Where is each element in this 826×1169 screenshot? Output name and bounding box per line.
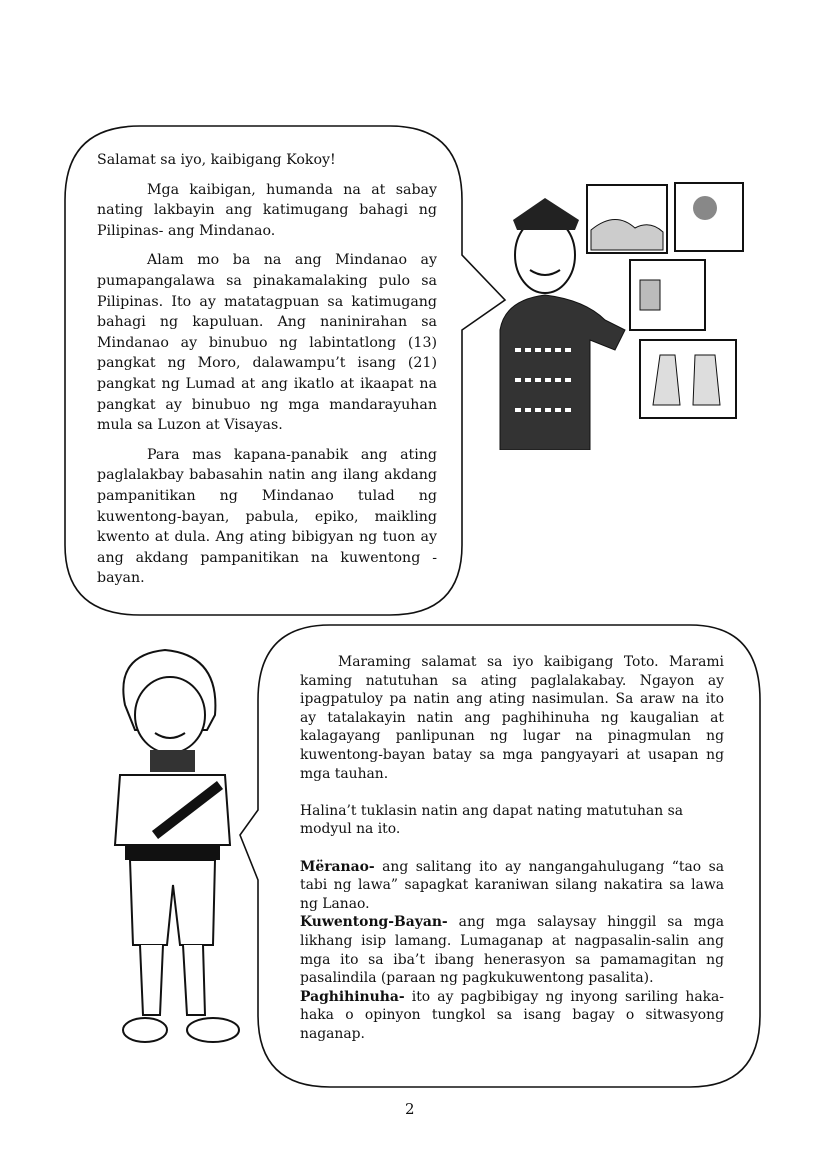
definition: ang mga salaysay hinggil sa mga likhang isip lamang. Lumaganap at nagpasalin-salin ang mga ito sa iba’t ibang henerasyon sa pamamagitan ng pasalindila (paraan ng pagkukuwentong pasalita).	[300, 914, 724, 987]
term: Kuwentong-Bayan-	[300, 914, 448, 931]
paragraph: Alam mo ba na ang Mindanao ay pumapangalawa sa pinakamalaking pulo sa Pilipinas. Ito ay matatagpuan sa katimugang bahagi ng kapuluan. Ang naninirahan sa Mindanao ay binubuo ng labintatlong (13) pangkat ng Moro, dalawampu’t isang (21) pangkat ng Lumad at ang ikatlo at ikaapat na pangkat ay binubuo ng mga mandarayuhan mula sa Luzon at Visayas.	[97, 252, 437, 434]
page-number: 2	[405, 1100, 415, 1118]
definition: ang salitang ito ay nangangahulugang “tao sa tabi ng lawa” sapagkat karaniwan silang nakatira sa lawa ng Lanao.	[300, 858, 724, 912]
term-definition	[300, 913, 724, 987]
intro-paragraph: Maraming salamat sa iyo kaibigang Toto. Marami kaming natutuhan sa ating paglalakabay. Ngayon ay ipagpatuloy pa natin ang ating nasimulan. Sa araw na ito ay tatalakayin natin ang paghihinuha ng kaugalian at kalagayang panlipunan ng lugar na pinagmulan ng kuwentong-bayan batay sa mga pangyayari at usapan ng mga tauhan.	[300, 654, 724, 782]
paragraph: Mga kaibigan, humanda na at sabay nating lakbayin ang katimugang bahagi ng Pilipinas- ang Mindanao.	[97, 181, 437, 239]
bottom-bubble-text	[300, 653, 724, 1043]
top-bubble-text	[97, 150, 437, 598]
term-definition	[300, 858, 724, 914]
term-definition	[300, 988, 724, 1044]
term: Mëranao-	[300, 858, 375, 875]
invite-paragraph: Halina’t tuklasin natin ang dapat nating matutuhan sa modyul na ito.	[300, 802, 684, 838]
toto-illustration	[495, 180, 745, 450]
greeting: Salamat sa iyo, kaibigang Kokoy!	[97, 152, 336, 168]
definition: ito ay pagbibigay ng inyong sariling haka-haka o opinyon tungkol sa isang bagay o sitwasyong naganap.	[300, 988, 724, 1042]
kokoy-illustration	[95, 645, 255, 1055]
paragraph: Para mas kapana-panabik ang ating paglalakbay babasahin natin ang ilang akdang pampanitikan ng Mindanao tulad ng kuwentong-bayan, pabula, epiko, maikling kwento at dula. Ang ating bibigyan ng tuon ay ang akdang pampanitikan na kuwentong - bayan.	[97, 446, 437, 587]
term: Paghihinuha-	[300, 988, 405, 1005]
